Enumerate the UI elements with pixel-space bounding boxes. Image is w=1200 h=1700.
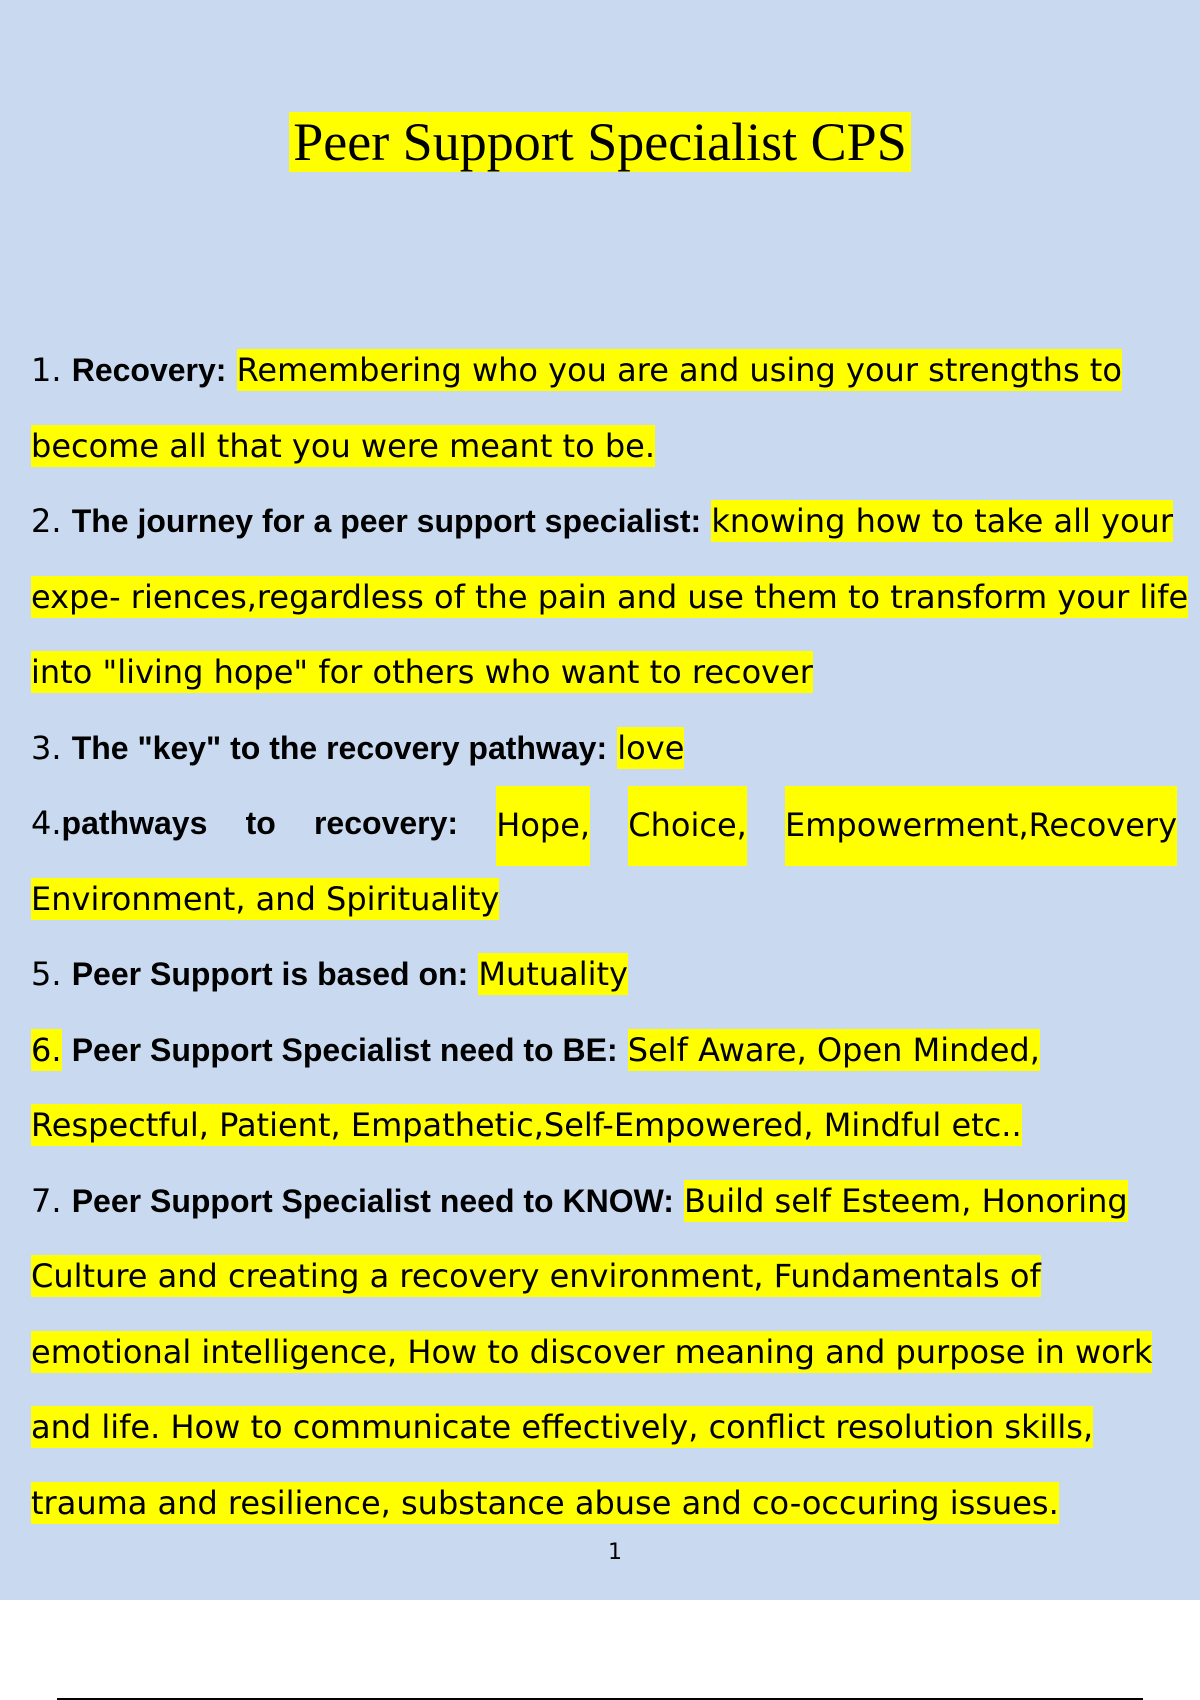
item-text: Remembering who you are and using your strengths to xyxy=(236,351,1122,389)
item-number: 6. xyxy=(31,1030,62,1069)
list-item-7-continuation xyxy=(31,1239,1200,1315)
list-item-7-continuation xyxy=(31,1390,1200,1466)
item-text: emotional intelligence, How to discover meaning and purpose in work xyxy=(31,1332,1153,1371)
item-label: Peer Support is based on: xyxy=(71,956,469,992)
item-text: into "living hope" for others who want to recover xyxy=(31,653,813,691)
item-number: 7. xyxy=(31,1181,62,1220)
item-text: and life. How to communicate effectively, conflict resolution skills, xyxy=(31,1408,1094,1446)
item-list xyxy=(31,333,1200,1541)
list-item-1 xyxy=(31,333,1200,409)
item-text: knowing how to take all your xyxy=(711,502,1173,540)
list-item-2-continuation xyxy=(31,635,1200,711)
document-title: Peer Support Specialist CPS xyxy=(289,112,911,172)
title-container xyxy=(0,110,1200,174)
item-number: 4. xyxy=(31,804,62,842)
item-label: The journey for a peer support specialist: xyxy=(71,503,702,539)
item-text: Culture and creating a recovery environment, Fundamentals of xyxy=(31,1257,1041,1295)
page-number: 1 xyxy=(608,1540,622,1565)
item-number: 5. xyxy=(31,955,62,993)
item-text: Environment, and Spirituality xyxy=(31,879,500,918)
item-label-word: recovery: xyxy=(313,805,459,841)
list-item-6 xyxy=(31,1013,1200,1089)
list-item-4 xyxy=(31,786,1200,862)
item-text: Self Aware, Open Minded, xyxy=(627,1030,1040,1069)
list-item-1-continuation xyxy=(31,409,1200,485)
item-text: Build self Esteem, Honoring xyxy=(684,1181,1128,1220)
item-text: trauma and resilience, substance abuse and co-occuring issues. xyxy=(31,1483,1059,1522)
item-number: 2. xyxy=(31,502,62,540)
list-item-7-continuation xyxy=(31,1466,1200,1542)
list-item-7 xyxy=(31,1164,1200,1240)
list-item-3 xyxy=(31,711,1200,787)
item-label: Recovery: xyxy=(71,352,227,388)
item-label: Peer Support Specialist need to BE: xyxy=(71,1031,618,1068)
item-text-word: Hope, xyxy=(496,786,590,866)
item-text-word: Empowerment,Recovery xyxy=(785,786,1177,866)
item-text: Respectful, Patient, Empathetic,Self-Empowered, Mindful etc.. xyxy=(31,1106,1022,1144)
list-item-5 xyxy=(31,937,1200,1013)
item-label-word: pathways xyxy=(61,805,208,841)
item-number: 1. xyxy=(31,351,62,389)
item-text: become all that you were meant to be. xyxy=(31,426,655,465)
list-item-4-continuation xyxy=(31,862,1200,938)
item-text: love xyxy=(617,728,685,767)
list-item-6-continuation xyxy=(31,1088,1200,1164)
item-label: The "key" to the recovery pathway: xyxy=(71,729,608,766)
item-number: 3. xyxy=(31,728,62,767)
item-text: expe- riences,regardless of the pain and use them to transform your life xyxy=(31,577,1189,616)
item-label-word: to xyxy=(245,805,276,841)
item-text: Mutuality xyxy=(478,955,628,993)
item-text-word: Choice, xyxy=(628,786,747,866)
justified-line xyxy=(31,786,1177,866)
list-item-2-continuation xyxy=(31,560,1200,636)
item-label: Peer Support Specialist need to KNOW: xyxy=(71,1182,674,1219)
list-item-2 xyxy=(31,484,1200,560)
list-item-7-continuation xyxy=(31,1315,1200,1391)
